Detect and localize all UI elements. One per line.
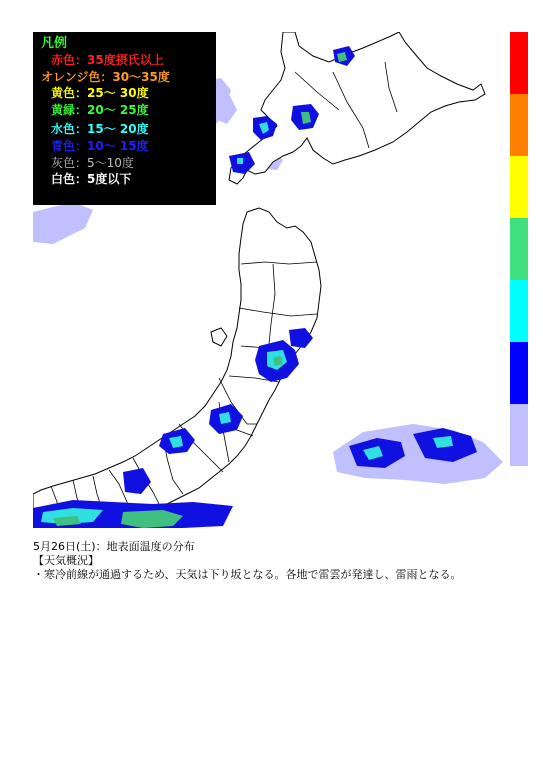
caption-weather-text: ・寒冷前線が通過するため、天気は下り坂となる。各地で雷雲が発達し、雷雨となる。 — [33, 568, 462, 581]
cool-region-west-sea — [33, 202, 93, 244]
colorbar-segment — [510, 156, 528, 218]
legend-title: 凡例 — [41, 36, 68, 51]
legend-row: 白色：5度以下 — [51, 172, 132, 187]
legend-row: オレンジ色：30～35度 — [41, 69, 170, 84]
hokkaido-outline — [229, 32, 485, 184]
colorbar-segment — [510, 404, 528, 466]
colorbar-segment — [510, 342, 528, 404]
legend-rows — [41, 52, 216, 188]
caption — [33, 540, 462, 582]
legend-row: 水色：15～ 20度 — [51, 122, 149, 137]
colorbar — [510, 32, 528, 466]
caption-date-title: 5月26日(土)：地表面温度の分布 — [33, 540, 195, 553]
legend-row: 青色：10～ 15度 — [51, 138, 149, 153]
colorbar-segment — [510, 218, 528, 280]
patch-hakodate-cyan — [237, 158, 243, 164]
patch-kanto-cyan — [219, 412, 231, 424]
colorbar-segment — [510, 32, 528, 94]
sado-island-outline — [211, 328, 227, 346]
colorbar-segment — [510, 280, 528, 342]
caption-weather-heading: 【天気概況】 — [33, 554, 99, 567]
legend — [33, 32, 216, 205]
legend-row: 黄色：25～ 30度 — [51, 86, 149, 101]
legend-row: 赤色：35度摂氏以上 — [51, 53, 164, 67]
legend-row: 黄緑：20～ 25度 — [51, 102, 149, 117]
colorbar-segment — [510, 94, 528, 156]
legend-row: 灰色：5～10度 — [51, 155, 134, 170]
